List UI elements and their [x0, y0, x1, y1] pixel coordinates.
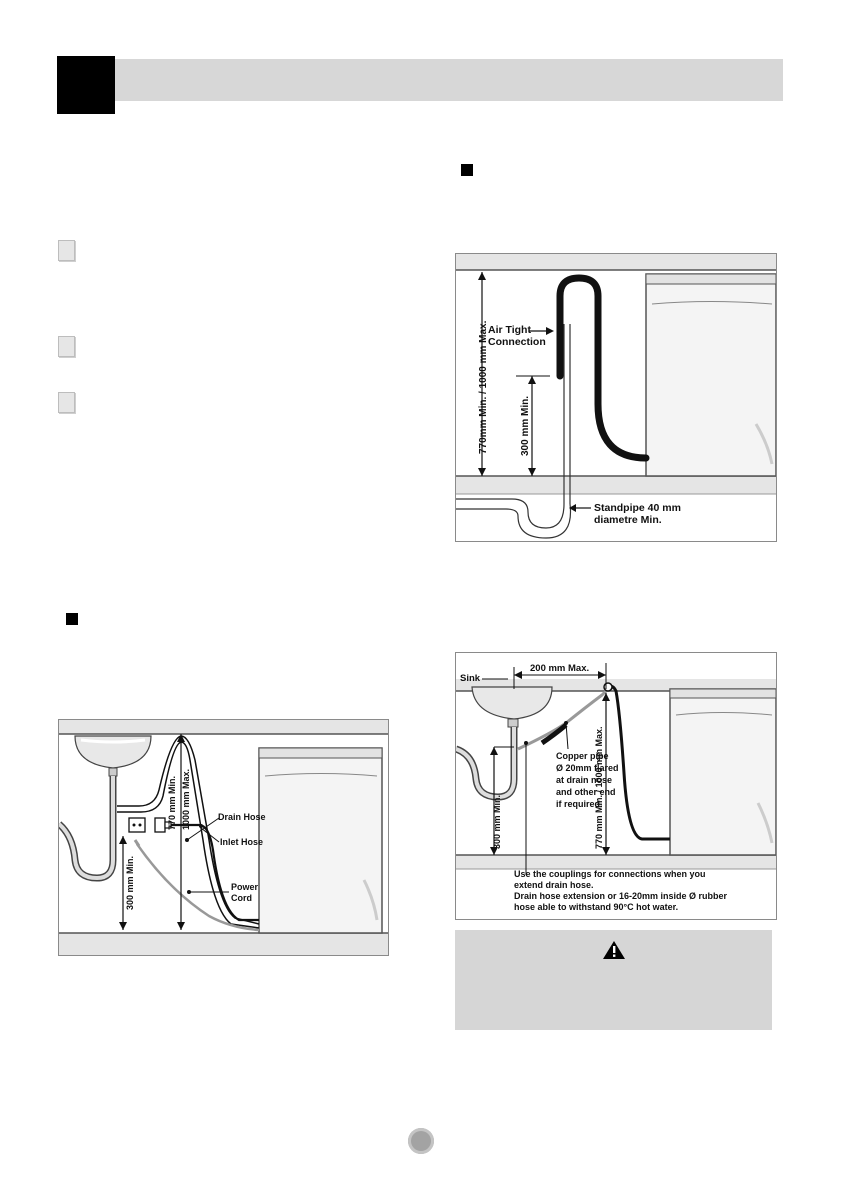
air-tight-label-2: Connection: [488, 336, 546, 348]
section-bullet-right: [461, 164, 473, 176]
standpipe-label-1: Standpipe 40 mm: [594, 502, 681, 514]
dim-770-1000-label: 770mm Min. / 1000 mm Max.: [478, 320, 489, 454]
drain-hose-label: Drain Hose: [218, 812, 266, 822]
drain-extension-diagram: [456, 653, 776, 919]
dim-300-label: 300 mm Min.: [492, 794, 502, 849]
dim-300-label: 300 mm Min.: [520, 395, 531, 456]
chapter-marker: [57, 56, 115, 114]
figure-standpipe-drain: [455, 253, 777, 542]
copper-label-1: Copper pipe: [556, 751, 609, 761]
page-number-badge: [408, 1128, 434, 1154]
note-line-1: Use the couplings for connections when you: [514, 869, 706, 879]
figure-drain-extension: [455, 652, 777, 920]
step-box-1: [58, 240, 75, 261]
copper-label-5: if required.: [556, 799, 603, 809]
copper-label-2: Ø 20mm flared: [556, 763, 619, 773]
dim-770-label: 770 mm Min.: [167, 775, 177, 830]
note-line-2: extend drain hose.: [514, 880, 594, 890]
note-line-4: hose able to withstand 90°C hot water.: [514, 902, 679, 912]
caution-box: [455, 930, 772, 1030]
figure-sink-connection: [58, 719, 389, 956]
chapter-header-bar: [115, 59, 783, 101]
section-bullet-left: [66, 613, 78, 625]
note-line-3: Drain hose extension or 16-20mm inside Ø rubber: [514, 891, 728, 901]
power-cord-label-2: Cord: [231, 893, 252, 903]
warning-icon: [602, 940, 626, 960]
power-cord-label-1: Power: [231, 882, 259, 892]
copper-label-4: and other end: [556, 787, 616, 797]
air-tight-label-1: Air Tight: [488, 324, 531, 336]
sink-label: Sink: [460, 673, 481, 684]
dim-1000-label: 1000 mm Max.: [181, 768, 191, 830]
standpipe-label-2: diametre Min.: [594, 514, 662, 526]
dim-200-label: 200 mm Max.: [530, 663, 590, 674]
step-box-2: [58, 336, 75, 357]
copper-label-3: at drain nose: [556, 775, 613, 785]
standpipe-diagram: [456, 254, 776, 541]
inlet-hose-label: Inlet Hose: [220, 837, 264, 847]
step-box-3: [58, 392, 75, 413]
dim-300-label: 300 mm Min.: [125, 855, 135, 910]
dim-770-1000-label: 770 mm Min. / 1000 mm Max.: [594, 726, 604, 849]
sink-connection-diagram: [59, 720, 388, 955]
